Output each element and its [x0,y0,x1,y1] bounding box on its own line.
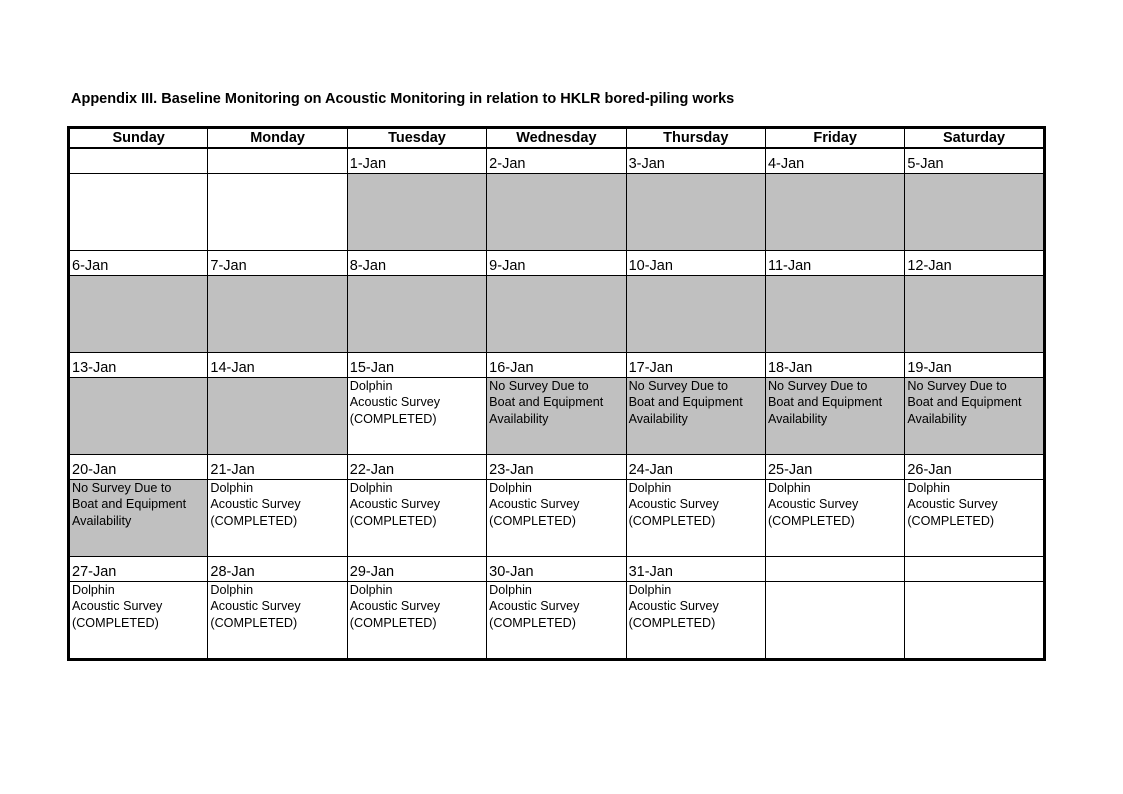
weekday-header-friday: Friday [765,128,904,149]
day-date-label [905,557,1044,582]
day-event-cell [69,582,208,660]
day-date-label: 18-Jan [765,353,904,378]
weekday-header-sunday: Sunday [69,128,208,149]
survey-status-note: Dolphin Acoustic Survey (COMPLETED) [767,481,859,528]
day-event-cell [487,480,626,557]
day-event-cell [69,378,208,455]
day-event-cell [765,276,904,353]
day-event-cell [626,174,765,251]
week-4-event-row [69,480,1045,557]
weekday-header-monday: Monday [208,128,347,149]
day-event-cell [347,174,486,251]
day-date-label: 26-Jan [905,455,1044,480]
day-event-cell [765,582,904,660]
day-date-label: 23-Jan [487,455,626,480]
week-2-date-row [69,251,1045,276]
day-date-label: 11-Jan [765,251,904,276]
page-title: Appendix III. Baseline Monitoring on Acoustic Monitoring in relation to HKLR bored-piling works [71,91,735,107]
survey-status-note: Dolphin Acoustic Survey (COMPLETED) [349,481,441,528]
day-date-label: 28-Jan [208,557,347,582]
survey-status-note: Dolphin Acoustic Survey (COMPLETED) [349,583,441,630]
weekday-header-saturday: Saturday [905,128,1044,149]
day-event-cell [487,582,626,660]
day-date-label: 16-Jan [487,353,626,378]
day-event-cell [765,480,904,557]
day-date-label: 1-Jan [347,148,486,174]
day-event-cell [905,276,1044,353]
survey-status-note: Dolphin Acoustic Survey (COMPLETED) [489,583,580,630]
day-date-label: 22-Jan [347,455,486,480]
day-event-cell [208,174,347,251]
survey-status-note: Dolphin Acoustic Survey (COMPLETED) [210,481,301,528]
week-5-event-row [69,582,1045,660]
survey-status-note: Dolphin Acoustic Survey (COMPLETED) [907,481,998,528]
survey-status-note: Dolphin Acoustic Survey (COMPLETED) [349,379,441,426]
day-date-label: 21-Jan [208,455,347,480]
day-event-cell [905,378,1044,455]
week-5-date-row [69,557,1045,582]
week-4-date-row [69,455,1045,480]
day-event-cell [626,480,765,557]
day-date-label: 6-Jan [69,251,208,276]
weekday-header-tuesday: Tuesday [347,128,486,149]
week-3-date-row [69,353,1045,378]
survey-status-note: No Survey Due to Boat and Equipment Availability [72,481,187,528]
day-event-cell [487,378,626,455]
weekday-header-row [69,128,1045,149]
day-date-label: 20-Jan [69,455,208,480]
week-3-event-row [69,378,1045,455]
survey-status-note: Dolphin Acoustic Survey (COMPLETED) [72,583,163,630]
day-date-label [765,557,904,582]
day-event-cell [626,276,765,353]
survey-status-note: Dolphin Acoustic Survey (COMPLETED) [628,481,719,528]
day-event-cell [765,378,904,455]
calendar-table [67,126,1046,661]
day-event-cell [208,378,347,455]
day-date-label: 4-Jan [765,148,904,174]
day-event-cell [487,276,626,353]
day-event-cell [905,582,1044,660]
day-event-cell [69,174,208,251]
day-event-cell [905,480,1044,557]
day-event-cell [347,480,486,557]
survey-status-note: Dolphin Acoustic Survey (COMPLETED) [489,481,580,528]
day-event-cell [208,276,347,353]
weekday-header-thursday: Thursday [626,128,765,149]
day-date-label: 25-Jan [765,455,904,480]
survey-status-note: No Survey Due to Boat and Equipment Availability [907,379,1022,426]
week-2-event-row [69,276,1045,353]
day-event-cell [208,480,347,557]
day-date-label: 24-Jan [626,455,765,480]
day-date-label: 27-Jan [69,557,208,582]
day-event-cell [487,174,626,251]
survey-status-note: Dolphin Acoustic Survey (COMPLETED) [628,583,719,630]
day-event-cell [626,378,765,455]
survey-status-note: Dolphin Acoustic Survey (COMPLETED) [210,583,301,630]
day-date-label [208,148,347,174]
week-1-event-row [69,174,1045,251]
day-event-cell [208,582,347,660]
day-date-label: 13-Jan [69,353,208,378]
day-date-label: 10-Jan [626,251,765,276]
day-date-label: 17-Jan [626,353,765,378]
day-date-label: 15-Jan [347,353,486,378]
weekday-header-wednesday: Wednesday [487,128,626,149]
day-date-label: 29-Jan [347,557,486,582]
day-date-label: 9-Jan [487,251,626,276]
day-event-cell [905,174,1044,251]
day-date-label: 14-Jan [208,353,347,378]
day-date-label: 12-Jan [905,251,1044,276]
day-date-label: 5-Jan [905,148,1044,174]
day-event-cell [69,276,208,353]
day-date-label: 2-Jan [487,148,626,174]
day-event-cell [69,480,208,557]
day-date-label [69,148,208,174]
day-date-label: 30-Jan [487,557,626,582]
day-date-label: 7-Jan [208,251,347,276]
day-event-cell [347,582,486,660]
calendar-body [69,148,1045,660]
survey-status-note: No Survey Due to Boat and Equipment Availability [628,379,743,426]
day-date-label: 8-Jan [347,251,486,276]
day-event-cell [347,378,486,455]
day-date-label: 19-Jan [905,353,1044,378]
day-event-cell [626,582,765,660]
day-event-cell [765,174,904,251]
day-event-cell [347,276,486,353]
day-date-label: 3-Jan [626,148,765,174]
survey-status-note: No Survey Due to Boat and Equipment Availability [767,379,883,426]
week-1-date-row [69,148,1045,174]
survey-status-note: No Survey Due to Boat and Equipment Availability [489,379,604,426]
day-date-label: 31-Jan [626,557,765,582]
